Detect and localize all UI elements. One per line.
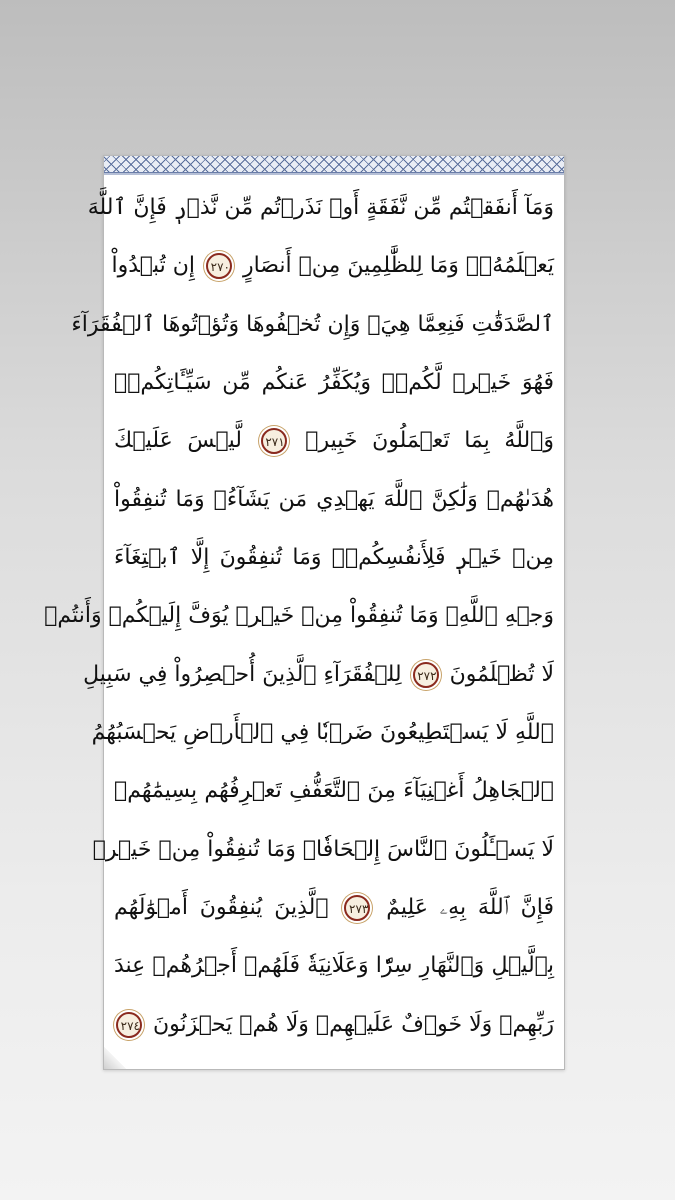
text-line-5: وَٱللَّهُ بِمَا تَعۡمَلُونَ خَبِيرٞ ٢٧١ لَّيۡسَ عَلَيۡكَ [114, 428, 555, 454]
text-line-13: فَإِنَّ ٱللَّهَ بِهِۦ عَلِيمٌ ٢٧٣ ٱلَّذِينَ يُنفِقُونَ أَمۡوَٰلَهُم [114, 895, 554, 921]
text-line-14: بِٱلَّيۡلِ وَٱلنَّهَارِ سِرّٗا وَعَلَانِيَةٗ فَلَهُمۡ أَجۡرُهُمۡ عِندَ [114, 953, 554, 979]
ayah-number-marker: ٢٧٤ [116, 1012, 142, 1038]
ornament-divider [104, 173, 564, 175]
mushaf-page [44, 155, 565, 1070]
verse-text-area [44, 182, 555, 1051]
ayah-number-marker: ٢٧٠ [206, 253, 232, 279]
text-line-12: لَا يَسۡـَٔلُونَ ٱلنَّاسَ إِلۡحَافٗاۗ وَمَا تُنفِقُواْ مِنۡ خَيۡرٖ [92, 836, 554, 862]
text-line-7: مِنۡ خَيۡرٖ فَلِأَنفُسِكُمۡۚ وَمَا تُنفِقُونَ إِلَّا ٱبۡتِغَآءَ [114, 545, 554, 571]
text-line-4: فَهُوَ خَيۡرٞ لَّكُمۡۚ وَيُكَفِّرُ عَنكُم مِّن سَيِّـَٔاتِكُمۡۗ [114, 370, 554, 396]
page-top-ornament [104, 156, 564, 173]
text-line-15: رَبِّهِمۡ وَلَا خَوۡفٌ عَلَيۡهِمۡ وَلَا هُمۡ يَحۡزَنُونَ ٢٧٤ [114, 999, 554, 1051]
ayah-number-marker: ٢٧٣ [344, 895, 370, 921]
text-line-2: يَعۡلَمُهُۥۗ وَمَا لِلظَّٰلِمِينَ مِنۡ أَنصَارٍ ٢٧٠ إِن تُبۡدُواْ [111, 253, 554, 279]
text-line-6: هُدَىٰهُمۡ وَلَٰكِنَّ ٱللَّهَ يَهۡدِي مَن يَشَآءُۗ وَمَا تُنفِقُواْ [114, 486, 554, 512]
text-line-9: لَا تُظۡلَمُونَ ٢٧٢ لِلۡفُقَرَآءِ ٱلَّذِينَ أُحۡصِرُواْ فِي سَبِيلِ [83, 661, 554, 687]
text-line-8: وَجۡهِ ٱللَّهِۚ وَمَا تُنفِقُواْ مِنۡ خَيۡرٖ يُوَفَّ إِلَيۡكُمۡ وَأَنتُمۡ [44, 603, 554, 629]
page-corner-fold[interactable] [104, 1047, 126, 1069]
text-line-3: ٱلصَّدَقَٰتِ فَنِعِمَّا هِيَۖ وَإِن تُخۡفُوهَا وَتُؤۡتُوهَا ٱلۡفُقَرَآءَ [71, 311, 554, 337]
text-line-11: ٱلۡجَاهِلُ أَغۡنِيَآءَ مِنَ ٱلتَّعَفُّفِ تَعۡرِفُهُم بِسِيمَٰهُمۡ [114, 778, 554, 804]
ayah-number-marker: ٢٧١ [261, 428, 287, 454]
ayah-number-marker: ٢٧٢ [413, 662, 439, 688]
text-line-10: ٱللَّهِ لَا يَسۡتَطِيعُونَ ضَرۡبٗا فِي ٱلۡأَرۡضِ يَحۡسَبُهُمُ [91, 720, 554, 746]
text-line-1: وَمَآ أَنفَقۡتُم مِّن نَّفَقَةٍ أَوۡ نَذَرۡتُم مِّن نَّذۡرٖ فَإِنَّ ٱللَّهَ [87, 195, 554, 220]
